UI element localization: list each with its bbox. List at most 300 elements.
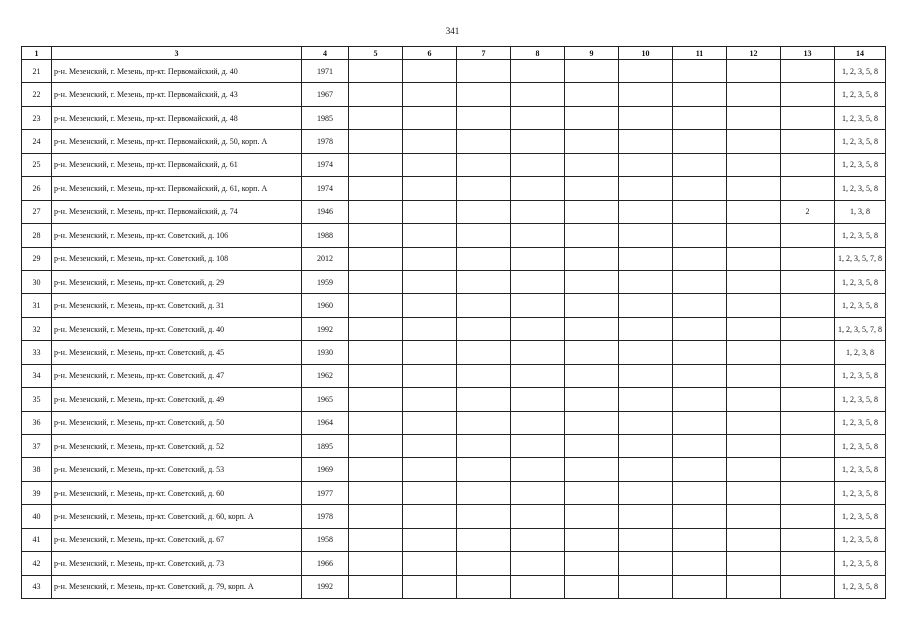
column-header: 4 <box>302 47 349 60</box>
empty-cell-col-9 <box>565 153 619 176</box>
table-row <box>22 60 886 83</box>
empty-cell-col-11 <box>673 388 727 411</box>
col-13-cell <box>781 317 835 340</box>
table-row <box>22 435 886 458</box>
row-number-cell: 30 <box>22 270 52 293</box>
table-row <box>22 505 886 528</box>
row-number-cell: 31 <box>22 294 52 317</box>
year-cell: 1969 <box>302 458 349 481</box>
empty-cell-col-8 <box>511 224 565 247</box>
address-cell: р-н. Мезенский, г. Мезень, пр-кт. Советский, д. 29 <box>52 270 302 293</box>
year-cell: 1978 <box>302 505 349 528</box>
empty-cell-col-9 <box>565 435 619 458</box>
col-14-cell: 1, 2, 3, 5, 8 <box>835 364 886 387</box>
col-14-cell: 1, 2, 3, 5, 8 <box>835 106 886 129</box>
col-13-cell <box>781 106 835 129</box>
col-13-cell <box>781 364 835 387</box>
empty-cell-col-6 <box>403 83 457 106</box>
address-cell: р-н. Мезенский, г. Мезень, пр-кт. Советский, д. 108 <box>52 247 302 270</box>
address-cell: р-н. Мезенский, г. Мезень, пр-кт. Советский, д. 47 <box>52 364 302 387</box>
row-number-cell: 38 <box>22 458 52 481</box>
empty-cell-col-8 <box>511 341 565 364</box>
row-number-cell: 41 <box>22 528 52 551</box>
row-number-cell: 42 <box>22 552 52 575</box>
row-number-cell: 25 <box>22 153 52 176</box>
empty-cell-col-5 <box>349 106 403 129</box>
empty-cell-col-8 <box>511 247 565 270</box>
row-number-cell: 28 <box>22 224 52 247</box>
row-number-cell: 29 <box>22 247 52 270</box>
col-13-cell <box>781 60 835 83</box>
empty-cell-col-9 <box>565 341 619 364</box>
table-row <box>22 83 886 106</box>
year-cell: 1985 <box>302 106 349 129</box>
empty-cell-col-10 <box>619 200 673 223</box>
col-14-cell: 1, 2, 3, 5, 7, 8 <box>835 247 886 270</box>
year-cell: 1960 <box>302 294 349 317</box>
table-row <box>22 388 886 411</box>
col-14-cell: 1, 2, 3, 5, 8 <box>835 83 886 106</box>
empty-cell-col-9 <box>565 130 619 153</box>
empty-cell-col-7 <box>457 364 511 387</box>
empty-cell-col-11 <box>673 224 727 247</box>
empty-cell-col-7 <box>457 458 511 481</box>
empty-cell-col-5 <box>349 528 403 551</box>
col-14-cell: 1, 2, 3, 5, 8 <box>835 130 886 153</box>
table-row <box>22 575 886 598</box>
empty-cell-col-5 <box>349 575 403 598</box>
table-row <box>22 106 886 129</box>
row-number-cell: 34 <box>22 364 52 387</box>
empty-cell-col-12 <box>727 153 781 176</box>
row-number-cell: 35 <box>22 388 52 411</box>
empty-cell-col-10 <box>619 177 673 200</box>
address-cell: р-н. Мезенский, г. Мезень, пр-кт. Советский, д. 67 <box>52 528 302 551</box>
empty-cell-col-12 <box>727 317 781 340</box>
empty-cell-col-6 <box>403 435 457 458</box>
empty-cell-col-10 <box>619 528 673 551</box>
empty-cell-col-10 <box>619 130 673 153</box>
empty-cell-col-11 <box>673 481 727 504</box>
address-cell: р-н. Мезенский, г. Мезень, пр-кт. Первомайский, д. 40 <box>52 60 302 83</box>
col-14-cell: 1, 2, 3, 5, 8 <box>835 505 886 528</box>
empty-cell-col-9 <box>565 317 619 340</box>
address-cell: р-н. Мезенский, г. Мезень, пр-кт. Первомайский, д. 61, корп. А <box>52 177 302 200</box>
empty-cell-col-8 <box>511 294 565 317</box>
empty-cell-col-11 <box>673 60 727 83</box>
empty-cell-col-12 <box>727 528 781 551</box>
empty-cell-col-6 <box>403 364 457 387</box>
empty-cell-col-9 <box>565 388 619 411</box>
table-row <box>22 177 886 200</box>
empty-cell-col-11 <box>673 270 727 293</box>
address-cell: р-н. Мезенский, г. Мезень, пр-кт. Советский, д. 45 <box>52 341 302 364</box>
empty-cell-col-12 <box>727 341 781 364</box>
empty-cell-col-9 <box>565 575 619 598</box>
empty-cell-col-6 <box>403 60 457 83</box>
empty-cell-col-12 <box>727 177 781 200</box>
empty-cell-col-10 <box>619 481 673 504</box>
empty-cell-col-12 <box>727 388 781 411</box>
empty-cell-col-10 <box>619 435 673 458</box>
col-14-cell: 1, 2, 3, 5, 8 <box>835 575 886 598</box>
year-cell: 1959 <box>302 270 349 293</box>
address-cell: р-н. Мезенский, г. Мезень, пр-кт. Первомайский, д. 74 <box>52 200 302 223</box>
empty-cell-col-6 <box>403 153 457 176</box>
empty-cell-col-6 <box>403 481 457 504</box>
year-cell: 1974 <box>302 153 349 176</box>
empty-cell-col-12 <box>727 294 781 317</box>
empty-cell-col-6 <box>403 130 457 153</box>
empty-cell-col-5 <box>349 458 403 481</box>
empty-cell-col-8 <box>511 458 565 481</box>
col-13-cell <box>781 435 835 458</box>
empty-cell-col-11 <box>673 247 727 270</box>
empty-cell-col-12 <box>727 435 781 458</box>
empty-cell-col-7 <box>457 294 511 317</box>
empty-cell-col-12 <box>727 60 781 83</box>
empty-cell-col-11 <box>673 200 727 223</box>
empty-cell-col-10 <box>619 294 673 317</box>
empty-cell-col-5 <box>349 153 403 176</box>
empty-cell-col-6 <box>403 552 457 575</box>
empty-cell-col-5 <box>349 83 403 106</box>
address-cell: р-н. Мезенский, г. Мезень, пр-кт. Советский, д. 52 <box>52 435 302 458</box>
empty-cell-col-9 <box>565 60 619 83</box>
year-cell: 1971 <box>302 60 349 83</box>
table-row <box>22 317 886 340</box>
empty-cell-col-10 <box>619 364 673 387</box>
empty-cell-col-6 <box>403 458 457 481</box>
empty-cell-col-5 <box>349 224 403 247</box>
empty-cell-col-11 <box>673 317 727 340</box>
empty-cell-col-12 <box>727 83 781 106</box>
row-number-cell: 37 <box>22 435 52 458</box>
empty-cell-col-7 <box>457 575 511 598</box>
empty-cell-col-8 <box>511 83 565 106</box>
table-row <box>22 341 886 364</box>
empty-cell-col-8 <box>511 200 565 223</box>
empty-cell-col-11 <box>673 528 727 551</box>
empty-cell-col-8 <box>511 317 565 340</box>
empty-cell-col-9 <box>565 177 619 200</box>
col-13-cell <box>781 270 835 293</box>
year-cell: 1992 <box>302 317 349 340</box>
empty-cell-col-8 <box>511 388 565 411</box>
empty-cell-col-10 <box>619 153 673 176</box>
column-header: 8 <box>511 47 565 60</box>
empty-cell-col-8 <box>511 481 565 504</box>
empty-cell-col-7 <box>457 106 511 129</box>
empty-cell-col-9 <box>565 106 619 129</box>
empty-cell-col-8 <box>511 60 565 83</box>
empty-cell-col-12 <box>727 458 781 481</box>
empty-cell-col-12 <box>727 247 781 270</box>
empty-cell-col-12 <box>727 505 781 528</box>
empty-cell-col-6 <box>403 224 457 247</box>
address-cell: р-н. Мезенский, г. Мезень, пр-кт. Советский, д. 49 <box>52 388 302 411</box>
column-header: 9 <box>565 47 619 60</box>
empty-cell-col-7 <box>457 341 511 364</box>
empty-cell-col-12 <box>727 200 781 223</box>
table-row <box>22 270 886 293</box>
empty-cell-col-6 <box>403 200 457 223</box>
row-number-cell: 40 <box>22 505 52 528</box>
empty-cell-col-9 <box>565 481 619 504</box>
empty-cell-col-10 <box>619 247 673 270</box>
empty-cell-col-11 <box>673 106 727 129</box>
empty-cell-col-5 <box>349 60 403 83</box>
empty-cell-col-7 <box>457 317 511 340</box>
column-header: 1 <box>22 47 52 60</box>
col-14-cell: 1, 2, 3, 5, 8 <box>835 270 886 293</box>
empty-cell-col-12 <box>727 270 781 293</box>
empty-cell-col-6 <box>403 411 457 434</box>
col-13-cell <box>781 83 835 106</box>
empty-cell-col-5 <box>349 388 403 411</box>
row-number-cell: 26 <box>22 177 52 200</box>
empty-cell-col-8 <box>511 528 565 551</box>
row-number-cell: 39 <box>22 481 52 504</box>
year-cell: 1992 <box>302 575 349 598</box>
empty-cell-col-6 <box>403 505 457 528</box>
year-cell: 1946 <box>302 200 349 223</box>
col-13-cell <box>781 153 835 176</box>
empty-cell-col-7 <box>457 552 511 575</box>
empty-cell-col-11 <box>673 435 727 458</box>
year-cell: 1965 <box>302 388 349 411</box>
empty-cell-col-8 <box>511 130 565 153</box>
table-row <box>22 458 886 481</box>
col-14-cell: 1, 2, 3, 5, 8 <box>835 528 886 551</box>
column-header: 14 <box>835 47 886 60</box>
col-14-cell: 1, 2, 3, 5, 8 <box>835 294 886 317</box>
table-body <box>22 60 886 599</box>
empty-cell-col-9 <box>565 270 619 293</box>
table-row <box>22 247 886 270</box>
address-cell: р-н. Мезенский, г. Мезень, пр-кт. Первомайский, д. 61 <box>52 153 302 176</box>
empty-cell-col-8 <box>511 575 565 598</box>
empty-cell-col-8 <box>511 411 565 434</box>
empty-cell-col-10 <box>619 411 673 434</box>
col-13-cell <box>781 341 835 364</box>
col-14-cell: 1, 2, 3, 5, 8 <box>835 153 886 176</box>
empty-cell-col-7 <box>457 435 511 458</box>
col-14-cell: 1, 2, 3, 5, 8 <box>835 552 886 575</box>
empty-cell-col-10 <box>619 270 673 293</box>
row-number-cell: 27 <box>22 200 52 223</box>
empty-cell-col-7 <box>457 130 511 153</box>
empty-cell-col-5 <box>349 364 403 387</box>
year-cell: 1967 <box>302 83 349 106</box>
empty-cell-col-6 <box>403 177 457 200</box>
empty-cell-col-5 <box>349 247 403 270</box>
table-row <box>22 481 886 504</box>
empty-cell-col-7 <box>457 83 511 106</box>
col-13-cell <box>781 294 835 317</box>
empty-cell-col-7 <box>457 153 511 176</box>
col-14-cell: 1, 2, 3, 5, 8 <box>835 411 886 434</box>
col-13-cell <box>781 458 835 481</box>
empty-cell-col-6 <box>403 294 457 317</box>
row-number-cell: 24 <box>22 130 52 153</box>
year-cell: 2012 <box>302 247 349 270</box>
col-14-cell: 1, 2, 3, 5, 8 <box>835 458 886 481</box>
empty-cell-col-12 <box>727 481 781 504</box>
column-header: 10 <box>619 47 673 60</box>
empty-cell-col-5 <box>349 411 403 434</box>
empty-cell-col-6 <box>403 575 457 598</box>
address-cell: р-н. Мезенский, г. Мезень, пр-кт. Советский, д. 73 <box>52 552 302 575</box>
address-cell: р-н. Мезенский, г. Мезень, пр-кт. Первомайский, д. 50, корп. А <box>52 130 302 153</box>
row-number-cell: 32 <box>22 317 52 340</box>
table-row <box>22 411 886 434</box>
col-13-cell <box>781 224 835 247</box>
empty-cell-col-10 <box>619 60 673 83</box>
address-cell: р-н. Мезенский, г. Мезень, пр-кт. Советский, д. 60, корп. А <box>52 505 302 528</box>
col-13-cell <box>781 411 835 434</box>
col-13-cell <box>781 528 835 551</box>
empty-cell-col-8 <box>511 552 565 575</box>
row-number-cell: 43 <box>22 575 52 598</box>
empty-cell-col-11 <box>673 505 727 528</box>
empty-cell-col-7 <box>457 247 511 270</box>
col-14-cell: 1, 2, 3, 5, 8 <box>835 435 886 458</box>
year-cell: 1966 <box>302 552 349 575</box>
empty-cell-col-10 <box>619 106 673 129</box>
empty-cell-col-6 <box>403 388 457 411</box>
empty-cell-col-9 <box>565 528 619 551</box>
row-number-cell: 22 <box>22 83 52 106</box>
year-cell: 1895 <box>302 435 349 458</box>
col-14-cell: 1, 2, 3, 5, 8 <box>835 481 886 504</box>
address-cell: р-н. Мезенский, г. Мезень, пр-кт. Советский, д. 50 <box>52 411 302 434</box>
year-cell: 1974 <box>302 177 349 200</box>
empty-cell-col-9 <box>565 458 619 481</box>
table-row <box>22 528 886 551</box>
empty-cell-col-11 <box>673 458 727 481</box>
year-cell: 1964 <box>302 411 349 434</box>
table-row <box>22 294 886 317</box>
empty-cell-col-9 <box>565 224 619 247</box>
year-cell: 1958 <box>302 528 349 551</box>
empty-cell-col-12 <box>727 552 781 575</box>
column-header: 13 <box>781 47 835 60</box>
empty-cell-col-12 <box>727 106 781 129</box>
empty-cell-col-10 <box>619 552 673 575</box>
row-number-cell: 33 <box>22 341 52 364</box>
empty-cell-col-11 <box>673 575 727 598</box>
empty-cell-col-10 <box>619 83 673 106</box>
col-13-cell <box>781 177 835 200</box>
empty-cell-col-6 <box>403 270 457 293</box>
empty-cell-col-12 <box>727 224 781 247</box>
empty-cell-col-11 <box>673 83 727 106</box>
empty-cell-col-10 <box>619 458 673 481</box>
empty-cell-col-5 <box>349 177 403 200</box>
year-cell: 1988 <box>302 224 349 247</box>
empty-cell-col-6 <box>403 106 457 129</box>
table-row <box>22 130 886 153</box>
empty-cell-col-9 <box>565 552 619 575</box>
address-cell: р-н. Мезенский, г. Мезень, пр-кт. Советский, д. 40 <box>52 317 302 340</box>
empty-cell-col-12 <box>727 130 781 153</box>
row-number-cell: 21 <box>22 60 52 83</box>
empty-cell-col-7 <box>457 177 511 200</box>
column-header: 11 <box>673 47 727 60</box>
column-header: 6 <box>403 47 457 60</box>
column-header: 7 <box>457 47 511 60</box>
col-13-cell <box>781 575 835 598</box>
year-cell: 1978 <box>302 130 349 153</box>
empty-cell-col-9 <box>565 294 619 317</box>
empty-cell-col-8 <box>511 364 565 387</box>
empty-cell-col-5 <box>349 270 403 293</box>
column-header: 5 <box>349 47 403 60</box>
empty-cell-col-5 <box>349 481 403 504</box>
empty-cell-col-12 <box>727 364 781 387</box>
empty-cell-col-5 <box>349 130 403 153</box>
column-header: 12 <box>727 47 781 60</box>
empty-cell-col-11 <box>673 177 727 200</box>
empty-cell-col-5 <box>349 505 403 528</box>
empty-cell-col-5 <box>349 294 403 317</box>
empty-cell-col-9 <box>565 364 619 387</box>
table-row <box>22 200 886 223</box>
col-14-cell: 1, 2, 3, 5, 8 <box>835 177 886 200</box>
col-14-cell: 1, 2, 3, 5, 8 <box>835 60 886 83</box>
empty-cell-col-7 <box>457 388 511 411</box>
empty-cell-col-8 <box>511 270 565 293</box>
col-13-cell <box>781 505 835 528</box>
table-row <box>22 552 886 575</box>
empty-cell-col-7 <box>457 481 511 504</box>
empty-cell-col-9 <box>565 247 619 270</box>
address-cell: р-н. Мезенский, г. Мезень, пр-кт. Советский, д. 106 <box>52 224 302 247</box>
table-row <box>22 364 886 387</box>
empty-cell-col-9 <box>565 83 619 106</box>
header-row <box>22 47 886 60</box>
empty-cell-col-10 <box>619 317 673 340</box>
address-cell: р-н. Мезенский, г. Мезень, пр-кт. Первомайский, д. 48 <box>52 106 302 129</box>
col-14-cell: 1, 2, 3, 5, 8 <box>835 224 886 247</box>
empty-cell-col-11 <box>673 364 727 387</box>
year-cell: 1977 <box>302 481 349 504</box>
empty-cell-col-7 <box>457 270 511 293</box>
empty-cell-col-10 <box>619 575 673 598</box>
empty-cell-col-12 <box>727 575 781 598</box>
empty-cell-col-10 <box>619 224 673 247</box>
empty-cell-col-11 <box>673 552 727 575</box>
row-number-cell: 23 <box>22 106 52 129</box>
empty-cell-col-6 <box>403 317 457 340</box>
empty-cell-col-8 <box>511 177 565 200</box>
address-cell: р-н. Мезенский, г. Мезень, пр-кт. Советский, д. 79, корп. А <box>52 575 302 598</box>
empty-cell-col-11 <box>673 294 727 317</box>
table-row <box>22 153 886 176</box>
year-cell: 1962 <box>302 364 349 387</box>
col-14-cell: 1, 3, 8 <box>835 200 886 223</box>
empty-cell-col-8 <box>511 505 565 528</box>
empty-cell-col-5 <box>349 341 403 364</box>
empty-cell-col-7 <box>457 411 511 434</box>
empty-cell-col-5 <box>349 435 403 458</box>
col-14-cell: 1, 2, 3, 8 <box>835 341 886 364</box>
empty-cell-col-9 <box>565 505 619 528</box>
col-13-cell <box>781 481 835 504</box>
empty-cell-col-5 <box>349 317 403 340</box>
col-13-cell: 2 <box>781 200 835 223</box>
